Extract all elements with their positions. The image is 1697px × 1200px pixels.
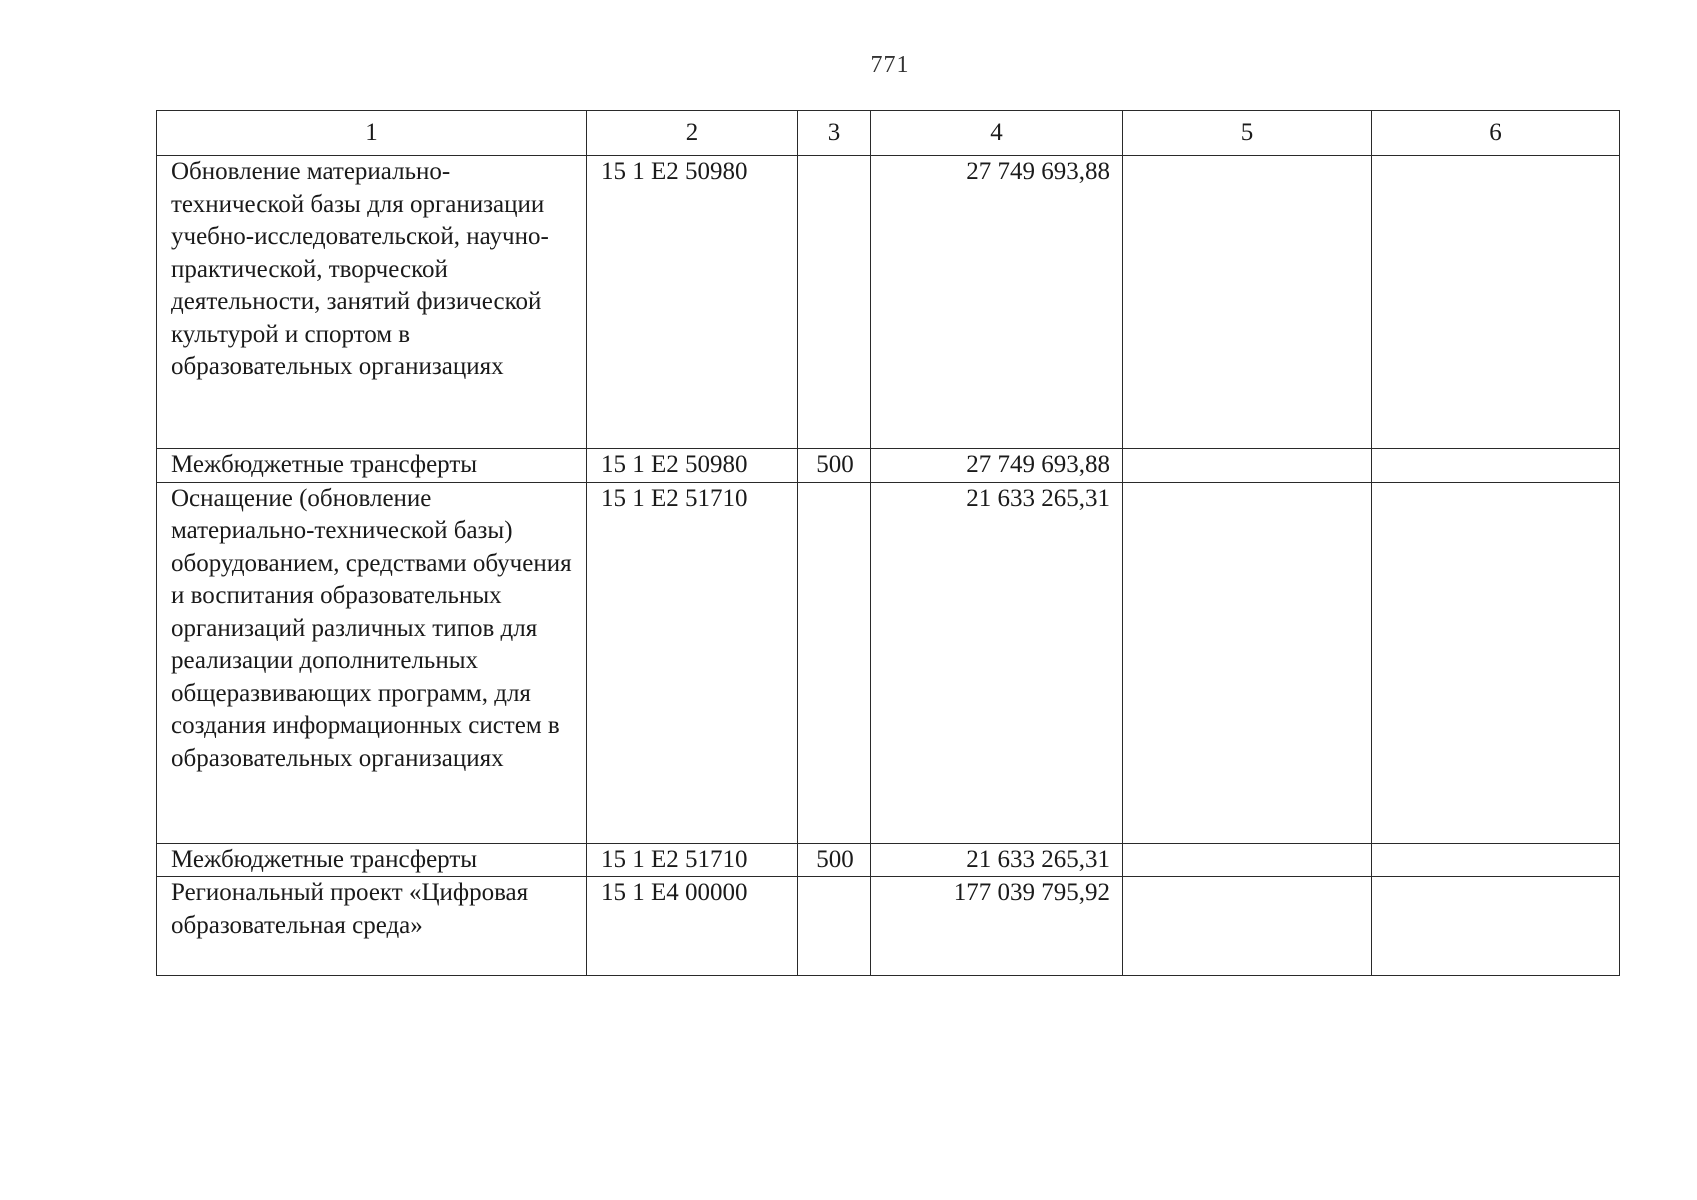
row-col6 <box>1372 156 1620 449</box>
row-amount: 27 749 693,88 <box>871 156 1123 449</box>
column-header-5: 5 <box>1123 111 1372 156</box>
column-header-6: 6 <box>1372 111 1620 156</box>
row-col5 <box>1123 482 1372 843</box>
row-name: Обновление материально-технической базы для организации учебно-исследовательской, научно-практической, творческой деятельности, занятий физической культурой и спортом в образовательных организациях <box>157 156 587 449</box>
table-header-row <box>157 111 1620 156</box>
table-row <box>157 156 1620 449</box>
row-name: Межбюджетные трансферты <box>157 449 587 483</box>
page-number: 771 <box>870 52 910 78</box>
row-code: 15 1 E2 50980 <box>587 156 798 449</box>
row-amount: 21 633 265,31 <box>871 843 1123 877</box>
row-name: Региональный проект «Цифровая образовательная среда» <box>157 877 587 976</box>
budget-table <box>156 110 1620 976</box>
row-expense-type: 500 <box>798 449 871 483</box>
row-code: 15 1 E4 00000 <box>587 877 798 976</box>
column-header-4: 4 <box>871 111 1123 156</box>
row-col5 <box>1123 449 1372 483</box>
row-name: Оснащение (обновление материально-технической базы) оборудованием, средствами обучения и воспитания образовательных организаций различных типов для реализации дополнительных общеразвивающих программ, для создания информационных систем в образовательных организациях <box>157 482 587 843</box>
row-col5 <box>1123 877 1372 976</box>
column-header-1: 1 <box>157 111 587 156</box>
row-expense-type <box>798 877 871 976</box>
row-col6 <box>1372 482 1620 843</box>
row-amount: 21 633 265,31 <box>871 482 1123 843</box>
row-expense-type <box>798 156 871 449</box>
column-header-3: 3 <box>798 111 871 156</box>
table-row <box>157 877 1620 976</box>
column-header-2: 2 <box>587 111 798 156</box>
row-code: 15 1 E2 51710 <box>587 482 798 843</box>
row-col6 <box>1372 449 1620 483</box>
row-amount: 27 749 693,88 <box>871 449 1123 483</box>
table-row <box>157 843 1620 877</box>
row-code: 15 1 E2 51710 <box>587 843 798 877</box>
row-col6 <box>1372 877 1620 976</box>
row-col5 <box>1123 843 1372 877</box>
row-expense-type <box>798 482 871 843</box>
row-amount: 177 039 795,92 <box>871 877 1123 976</box>
row-col6 <box>1372 843 1620 877</box>
row-col5 <box>1123 156 1372 449</box>
table-row <box>157 482 1620 843</box>
row-code: 15 1 E2 50980 <box>587 449 798 483</box>
table-row <box>157 449 1620 483</box>
row-expense-type: 500 <box>798 843 871 877</box>
row-name: Межбюджетные трансферты <box>157 843 587 877</box>
